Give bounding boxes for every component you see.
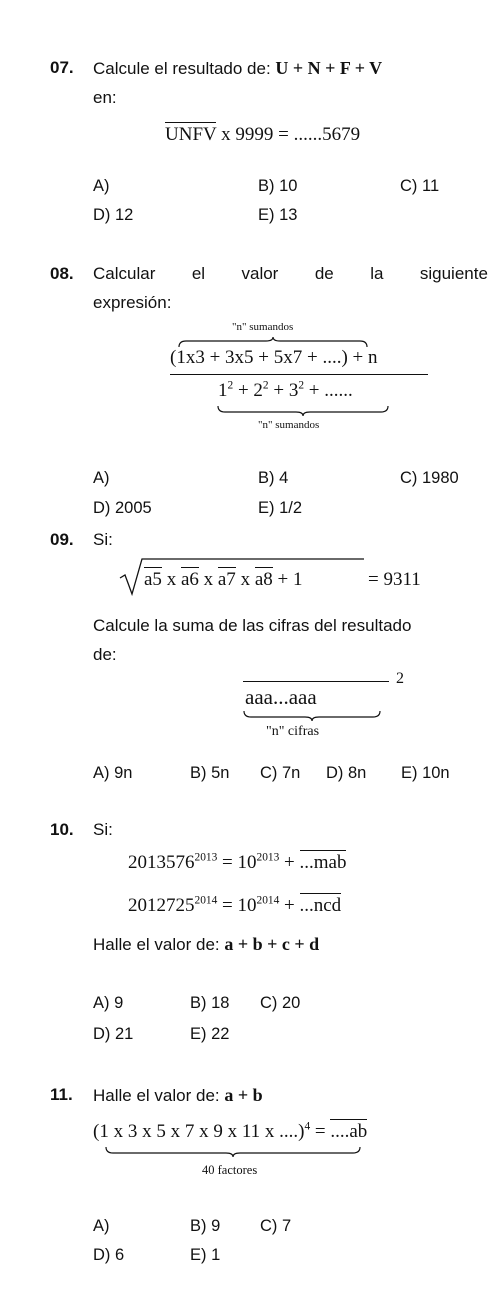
bottom-brace-label: "n" sumandos [258, 419, 320, 431]
option-a[interactable]: A) [93, 177, 110, 195]
sqrt-result: = 9311 [368, 569, 421, 590]
option-e[interactable]: E) 10n [401, 764, 450, 782]
option-b[interactable]: B) 18 [190, 994, 230, 1012]
denominator: $1^2 + 2^2 + 3^2$ + ...... [218, 379, 353, 401]
fraction-bar [170, 374, 428, 375]
numerator: (1x3 + 3x5 + 5x7 + ....) + n [170, 347, 378, 368]
question-07-expression: U + N + F + V [275, 58, 383, 78]
option-b[interactable]: B) 5n [190, 764, 230, 782]
question-10-number: 10. [50, 820, 74, 839]
option-b[interactable]: B) 10 [258, 177, 298, 195]
top-brace-label: "n" sumandos [232, 321, 294, 333]
question-09-si: Si: [93, 530, 113, 549]
option-c[interactable]: C) 11 [400, 177, 440, 195]
option-c[interactable]: C) 7n [260, 764, 301, 782]
option-e[interactable]: E) 1 [190, 1246, 221, 1264]
option-a[interactable]: A) [93, 1217, 110, 1235]
word: el [191, 264, 206, 283]
option-d[interactable]: D) 21 [93, 1025, 134, 1043]
overline-unfv: UNFV [165, 124, 217, 145]
product-equation: (1 x 3 x 5 x 7 x 9 x 11 x ....)$^4$ = ....ab [93, 1120, 368, 1142]
overline-aaa [243, 681, 389, 682]
overline-a5: a5 [144, 569, 162, 590]
option-d[interactable]: D) 8n [326, 764, 367, 782]
question-07-number: 07. [50, 58, 74, 77]
question-08-line2: expresión: [93, 293, 172, 312]
option-c[interactable]: C) 1980 [400, 469, 459, 487]
word: de [314, 264, 334, 283]
equation-1: $2013576^{2013} = 10^{2013} + ...mab$ [128, 851, 347, 873]
question-10-text: Halle el valor de: [93, 935, 220, 954]
bottom-brace [217, 405, 389, 417]
product: 1 x 3 x 5 x 7 x 9 x 11 x .... [99, 1121, 299, 1142]
exponent-2: 2 [396, 670, 404, 687]
option-e[interactable]: E) 22 [190, 1025, 230, 1043]
question-11-expression: a + b [224, 1085, 263, 1105]
radicand: a5 x a6 x a7 x a8 + 1 [144, 569, 303, 590]
option-d[interactable]: D) 2005 [93, 499, 152, 517]
option-a[interactable]: A) 9n [93, 764, 133, 782]
option-d[interactable]: D) 6 [93, 1246, 125, 1264]
question-11-prompt [93, 1085, 263, 1106]
word: la [370, 264, 384, 283]
question-07-equation [165, 124, 360, 146]
question-07-prompt [93, 58, 382, 79]
option-b[interactable]: B) 9 [190, 1217, 221, 1235]
question-09-text2: de: [93, 645, 117, 664]
question-09-text1: Calcule la suma de las cifras del resultado [93, 616, 412, 635]
option-b[interactable]: B) 4 [258, 469, 289, 487]
option-e[interactable]: E) 1/2 [258, 499, 303, 517]
question-11-text: Halle el valor de: [93, 1086, 220, 1105]
question-10-si: Si: [93, 820, 113, 839]
bottom-brace [105, 1146, 361, 1158]
question-07-text: Calcule el resultado de: [93, 59, 271, 78]
bottom-brace [243, 710, 381, 722]
question-07-text-en: en: [93, 88, 117, 107]
brace-label: "n" cifras [266, 724, 320, 739]
question-08-line1 [93, 264, 488, 284]
question-10-prompt [93, 934, 319, 955]
question-08-number: 08. [50, 264, 74, 283]
overline-mab: ...mab [299, 852, 347, 873]
equation-rest: x 9999 = ......5679 [216, 124, 361, 145]
overline-a6: a6 [180, 569, 199, 590]
question-10-expression: a + b + c + d [224, 934, 320, 954]
word: valor [241, 264, 279, 283]
overline-ab: ....ab [330, 1121, 368, 1142]
option-c[interactable]: C) 20 [260, 994, 301, 1012]
option-d[interactable]: D) 12 [93, 206, 134, 224]
word: Calcular [93, 264, 156, 283]
question-09-number: 09. [50, 530, 74, 549]
aaa-expression: aaa...aaa [245, 685, 317, 709]
overline-a8: a8 [254, 569, 273, 590]
option-a[interactable]: A) 9 [93, 994, 124, 1012]
brace-label: 40 factores [202, 1163, 258, 1177]
option-a[interactable]: A) [93, 469, 110, 487]
equation-2: $2012725^{2014} = 10^{2014} + ...ncd$ [128, 894, 342, 916]
question-11-number: 11. [50, 1085, 73, 1104]
option-e[interactable]: E) 13 [258, 206, 298, 224]
overline-a7: a7 [217, 569, 236, 590]
overline-ncd: ...ncd [299, 895, 342, 916]
word: siguiente [419, 264, 488, 283]
option-c[interactable]: C) 7 [260, 1217, 292, 1235]
